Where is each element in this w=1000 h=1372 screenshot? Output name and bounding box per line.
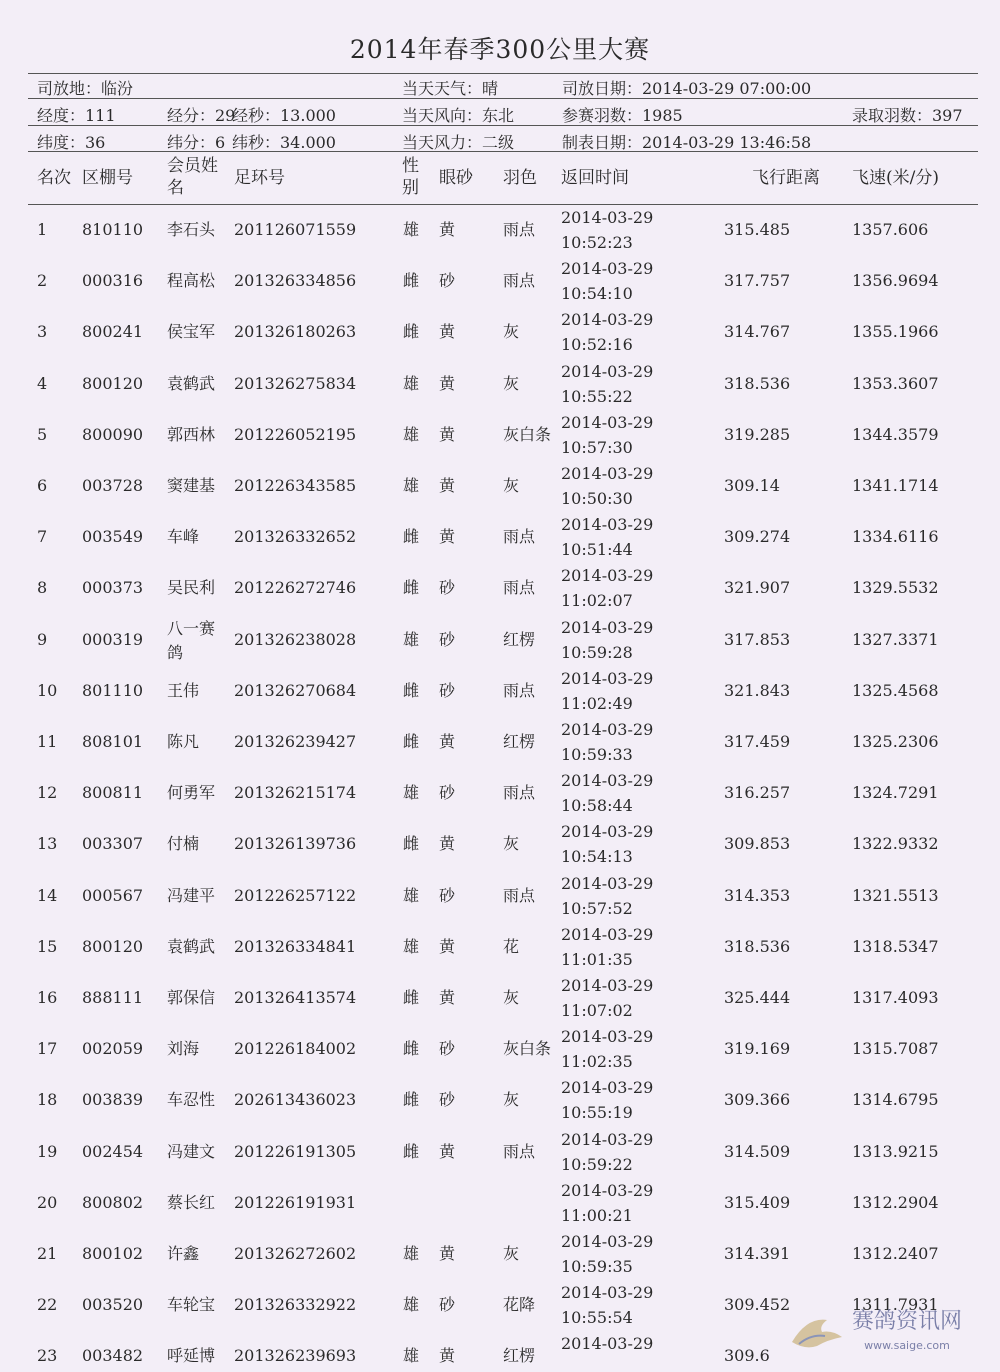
cell-member: 刘海 <box>167 1039 200 1059</box>
cell-speed: 1327.3371 <box>852 629 939 649</box>
cell-rank: 20 <box>37 1192 58 1212</box>
cell-member: 许鑫 <box>167 1244 200 1263</box>
cell-loft: 800120 <box>82 936 144 956</box>
cell-loft: 800102 <box>82 1244 144 1263</box>
cell-distance: 314.353 <box>724 885 791 905</box>
header-sex: 性别 <box>402 156 419 198</box>
header-member: 会员姓名 <box>167 156 218 198</box>
cell-member: 冯建平 <box>167 885 216 905</box>
cell-member: 郭保信 <box>167 988 216 1007</box>
cell-sex: 雌 <box>403 1090 420 1110</box>
cell-return-time: 11:02:35 <box>561 1052 633 1072</box>
cell-sex: 雌 <box>403 322 420 342</box>
cell-return-time: 10:57:52 <box>561 898 633 918</box>
header-rank: 名次 <box>37 168 71 188</box>
cell-member: 何勇军 <box>167 783 216 803</box>
cell-loft: 003839 <box>82 1090 144 1110</box>
cell-member: 袁鹤武 <box>167 373 216 393</box>
cell-return-date: 2014-03-29 <box>561 208 654 227</box>
cell-color: 花 <box>503 936 520 956</box>
cell-speed: 1315.7087 <box>852 1039 939 1059</box>
cell-eye: 黄 <box>439 373 456 393</box>
cell-color: 灰 <box>503 322 520 342</box>
cell-rank: 10 <box>37 680 58 700</box>
cell-return-time: 10:50:30 <box>561 489 633 508</box>
cell-sex: 雄 <box>403 373 420 393</box>
cell-distance: 315.409 <box>724 1192 791 1212</box>
longitude-seconds: 经秒：13.000 <box>232 106 336 125</box>
cell-sex: 雄 <box>403 424 420 444</box>
cell-color: 红楞 <box>503 629 536 649</box>
cell-member: 程高松 <box>167 271 216 291</box>
cell-speed: 1355.1966 <box>852 322 939 342</box>
cell-color: 花降 <box>503 1295 536 1315</box>
cell-eye: 黄 <box>439 834 456 854</box>
cell-ring: 201226191931 <box>234 1192 357 1212</box>
cell-rank: 21 <box>37 1244 58 1263</box>
cell-speed: 1313.9215 <box>852 1141 939 1161</box>
cell-return-time: 10:52:16 <box>561 335 633 355</box>
cell-eye: 黄 <box>439 220 456 239</box>
cell-return-date: 2014-03-29 <box>561 1334 654 1354</box>
cell-sex: 雌 <box>403 988 420 1007</box>
cell-distance: 309.853 <box>724 834 791 854</box>
cell-rank: 8 <box>37 578 48 598</box>
cell-distance: 314.391 <box>724 1244 791 1263</box>
cell-rank: 23 <box>37 1346 58 1366</box>
cell-return-date: 2014-03-29 <box>561 1129 654 1149</box>
cell-ring: 201326238028 <box>234 629 357 649</box>
cell-member: 陈凡 <box>167 732 200 751</box>
divider <box>28 204 978 205</box>
cell-speed: 1322.9332 <box>852 834 939 854</box>
divider <box>28 73 978 74</box>
cell-member: 车忍性 <box>167 1090 216 1110</box>
cell-rank: 12 <box>37 783 58 803</box>
cell-return-date: 2014-03-29 <box>561 361 654 381</box>
cell-return-time: 11:02:49 <box>561 693 633 713</box>
cell-ring: 201326270684 <box>234 680 357 700</box>
cell-return-date: 2014-03-29 <box>561 822 654 842</box>
cell-distance: 316.257 <box>724 783 791 803</box>
cell-return-date: 2014-03-29 <box>561 464 654 483</box>
cell-sex: 雌 <box>403 732 420 751</box>
cell-member: 侯宝军 <box>167 322 216 342</box>
cell-return-time: 10:59:35 <box>561 1257 633 1276</box>
cell-eye: 黄 <box>439 527 456 547</box>
cell-distance: 319.285 <box>724 424 791 444</box>
cell-ring: 201326413574 <box>234 988 357 1007</box>
cell-speed: 1344.3579 <box>852 424 939 444</box>
cell-ring: 201326180263 <box>234 322 357 342</box>
header-color: 羽色 <box>503 168 537 188</box>
cell-color: 雨点 <box>503 885 536 905</box>
cell-rank: 13 <box>37 834 58 854</box>
cell-member: 蔡长红 <box>167 1192 216 1212</box>
cell-return-date: 2014-03-29 <box>561 976 654 995</box>
cell-eye: 黄 <box>439 988 456 1007</box>
cell-color: 雨点 <box>503 271 536 291</box>
cell-return-date: 2014-03-29 <box>561 668 654 688</box>
cell-distance: 315.485 <box>724 220 791 239</box>
cell-ring: 201226052195 <box>234 424 357 444</box>
cell-color: 灰 <box>503 1244 520 1263</box>
cell-return-time: 10:57:30 <box>561 437 633 457</box>
cell-ring: 201326332922 <box>234 1295 357 1315</box>
cell-loft: 000316 <box>82 271 144 291</box>
cell-eye: 砂 <box>439 1295 456 1315</box>
cell-sex: 雄 <box>403 936 420 956</box>
cell-color: 红楞 <box>503 1346 536 1366</box>
watermark <box>787 1310 962 1358</box>
cell-eye: 黄 <box>439 936 456 956</box>
release-place: 司放地：临汾 <box>37 79 134 98</box>
cell-distance: 314.767 <box>724 322 791 342</box>
weather: 当天天气：晴 <box>402 79 499 98</box>
cell-sex: 雌 <box>403 834 420 854</box>
cell-color: 雨点 <box>503 578 536 598</box>
cell-sex: 雌 <box>403 271 420 291</box>
cell-eye: 砂 <box>439 680 456 700</box>
cell-eye: 黄 <box>439 1346 456 1366</box>
cell-loft: 003728 <box>82 476 144 495</box>
cell-loft: 800811 <box>82 783 144 803</box>
cell-return-time: 11:02:07 <box>561 591 633 611</box>
cell-speed: 1325.4568 <box>852 680 939 700</box>
cell-member: 王伟 <box>167 680 200 700</box>
cell-eye: 砂 <box>439 1090 456 1110</box>
cell-loft: 000373 <box>82 578 144 598</box>
cell-rank: 18 <box>37 1090 58 1110</box>
cell-ring: 201226343585 <box>234 476 357 495</box>
cell-return-date: 2014-03-29 <box>561 924 654 944</box>
table-date: 制表日期：2014-03-29 13:46:58 <box>562 133 812 152</box>
cell-member: 冯建文 <box>167 1141 216 1161</box>
cell-eye: 砂 <box>439 578 456 598</box>
cell-member: 袁鹤武 <box>167 936 216 956</box>
cell-sex: 雌 <box>403 1039 420 1059</box>
cell-eye: 砂 <box>439 885 456 905</box>
cell-distance: 325.444 <box>724 988 791 1007</box>
cell-rank: 16 <box>37 988 58 1007</box>
cell-color: 红楞 <box>503 732 536 751</box>
cell-return-date: 2014-03-29 <box>561 259 654 279</box>
cell-distance: 309.14 <box>724 476 780 495</box>
cell-ring: 201326334856 <box>234 271 357 291</box>
cell-rank: 5 <box>37 424 48 444</box>
cell-return-time: 10:59:33 <box>561 745 633 764</box>
cell-rank: 7 <box>37 527 48 547</box>
cell-member: 车轮宝 <box>167 1295 216 1315</box>
cell-eye: 黄 <box>439 1244 456 1263</box>
page-title: 2014年春季300公里大赛 <box>349 35 651 64</box>
cell-distance: 314.509 <box>724 1141 791 1161</box>
cell-sex: 雌 <box>403 527 420 547</box>
wind-direction: 当天风向：东北 <box>402 106 515 125</box>
cell-eye: 黄 <box>439 322 456 342</box>
cell-distance: 309.366 <box>724 1090 791 1110</box>
cell-loft: 888111 <box>82 988 144 1007</box>
cell-ring: 201326215174 <box>234 783 357 803</box>
cell-color: 雨点 <box>503 783 536 803</box>
cell-speed: 1341.1714 <box>852 476 939 495</box>
cell-return-date: 2014-03-29 <box>561 1232 654 1251</box>
cell-speed: 1329.5532 <box>852 578 939 598</box>
cell-ring: 201326139736 <box>234 834 357 854</box>
cell-return-date: 2014-03-29 <box>561 1283 654 1303</box>
cell-return-time: 10:55:22 <box>561 386 633 406</box>
cell-loft: 000567 <box>82 885 144 905</box>
cell-loft: 800090 <box>82 424 144 444</box>
cell-distance: 321.907 <box>724 578 791 598</box>
cell-return-time: 10:52:23 <box>561 233 633 252</box>
cell-sex: 雄 <box>403 220 420 239</box>
cell-rank: 6 <box>37 476 48 495</box>
cell-loft: 810110 <box>82 220 144 239</box>
cell-distance: 317.459 <box>724 732 791 751</box>
cell-return-time: 10:59:28 <box>561 642 633 662</box>
cell-distance: 317.757 <box>724 271 791 291</box>
cell-color: 灰 <box>503 373 520 393</box>
cell-speed: 1325.2306 <box>852 732 939 751</box>
header-distance: 飞行距离 <box>752 168 820 188</box>
cell-eye: 黄 <box>439 476 456 495</box>
cell-ring: 201326275834 <box>234 373 357 393</box>
cell-eye: 砂 <box>439 783 456 803</box>
cell-ring: 201126071559 <box>234 220 357 239</box>
cell-member: 窦建基 <box>167 476 216 495</box>
latitude-minutes: 纬分：6 <box>167 133 226 152</box>
cell-return-date: 2014-03-29 <box>561 873 654 893</box>
header-loft: 区棚号 <box>82 168 133 188</box>
cell-loft: 808101 <box>82 732 144 751</box>
cell-return-time: 10:59:22 <box>561 1154 633 1174</box>
cell-eye: 砂 <box>439 629 456 649</box>
cell-rank: 15 <box>37 936 58 956</box>
cell-color: 灰白条 <box>503 1039 552 1059</box>
cell-sex: 雄 <box>403 629 420 649</box>
cell-speed: 1317.4093 <box>852 988 939 1007</box>
cell-loft: 003520 <box>82 1295 144 1315</box>
cell-sex: 雌 <box>403 1141 420 1161</box>
cell-sex: 雌 <box>403 680 420 700</box>
cell-member: 八一赛鸽 <box>167 618 216 662</box>
entries-count: 参赛羽数：1985 <box>562 106 683 125</box>
cell-ring: 201226272746 <box>234 578 357 598</box>
watermark-text: 赛鸽资讯网 www.saige.com <box>851 1309 962 1352</box>
cell-sex: 雄 <box>403 783 420 803</box>
cell-return-time: 10:55:54 <box>561 1308 633 1328</box>
cell-ring: 201326239693 <box>234 1346 357 1366</box>
cell-member: 车峰 <box>167 527 200 547</box>
cell-color: 灰 <box>503 476 520 495</box>
cell-color: 灰 <box>503 988 520 1007</box>
cell-sex: 雄 <box>403 1244 420 1263</box>
cell-rank: 4 <box>37 373 48 393</box>
longitude-minutes: 经分：29 <box>167 106 236 125</box>
cell-ring: 201326239427 <box>234 732 357 751</box>
cell-rank: 17 <box>37 1039 58 1059</box>
latitude-seconds: 纬秒：34.000 <box>232 133 336 152</box>
cell-return-date: 2014-03-29 <box>561 1027 654 1047</box>
cell-rank: 14 <box>37 885 58 905</box>
cell-return-date: 2014-03-29 <box>561 1078 654 1098</box>
cell-sex: 雄 <box>403 476 420 495</box>
cell-member: 李石头 <box>167 220 216 239</box>
cell-color: 灰白条 <box>503 424 552 444</box>
wind-force: 当天风力：二级 <box>402 133 515 152</box>
cell-return-time: 11:07:02 <box>561 1001 633 1020</box>
cell-return-time: 10:58:44 <box>561 796 633 816</box>
cell-member: 呼延博 <box>167 1346 216 1366</box>
cell-ring: 201226191305 <box>234 1141 357 1161</box>
pigeon-logo-icon <box>787 1312 847 1356</box>
cell-rank: 19 <box>37 1141 58 1161</box>
cell-return-date: 2014-03-29 <box>561 515 654 535</box>
cell-rank: 11 <box>37 732 58 751</box>
cell-sex: 雄 <box>403 1295 420 1315</box>
cell-return-date: 2014-03-29 <box>561 617 654 637</box>
cell-ring: 201226257122 <box>234 885 357 905</box>
cell-rank: 3 <box>37 322 48 342</box>
cell-return-date: 2014-03-29 <box>561 566 654 586</box>
cell-rank: 9 <box>37 629 48 649</box>
cell-distance: 309.274 <box>724 527 791 547</box>
cell-speed: 1311.7931 <box>852 1295 939 1315</box>
cell-color: 雨点 <box>503 527 536 547</box>
cell-distance: 321.843 <box>724 680 791 700</box>
cell-loft: 800120 <box>82 373 144 393</box>
cell-return-date: 2014-03-29 <box>561 720 654 739</box>
cell-return-time: 10:55:19 <box>561 1103 633 1123</box>
cell-speed: 1334.6116 <box>852 527 939 547</box>
cell-loft: 801110 <box>82 680 144 700</box>
cell-eye: 砂 <box>439 1039 456 1059</box>
cell-return-date: 2014-03-29 <box>561 1180 654 1200</box>
cell-member: 吴民利 <box>167 578 216 598</box>
cell-return-date: 2014-03-29 <box>561 412 654 432</box>
header-ring: 足环号 <box>234 168 285 188</box>
cell-color: 灰 <box>503 834 520 854</box>
cell-color: 雨点 <box>503 1141 536 1161</box>
cell-return-time: 10:54:10 <box>561 284 633 304</box>
cell-sex: 雄 <box>403 1346 420 1366</box>
divider <box>28 98 978 99</box>
cell-loft: 000319 <box>82 629 144 649</box>
cell-ring: 201326272602 <box>234 1244 357 1263</box>
cell-loft: 800241 <box>82 322 144 342</box>
cell-speed: 1312.2407 <box>852 1244 939 1263</box>
cell-eye: 砂 <box>439 271 456 291</box>
cell-color: 雨点 <box>503 680 536 700</box>
release-date: 司放日期：2014-03-29 07:00:00 <box>562 79 812 98</box>
cell-speed: 1353.3607 <box>852 373 939 393</box>
cell-ring: 201226184002 <box>234 1039 357 1059</box>
cell-speed: 1314.6795 <box>852 1090 939 1110</box>
cell-loft: 003482 <box>82 1346 144 1366</box>
cell-return-time: 11:01:35 <box>561 949 633 969</box>
cell-distance: 309.452 <box>724 1295 791 1315</box>
cell-ring: 202613436023 <box>234 1090 357 1110</box>
cell-return-date: 2014-03-29 <box>561 771 654 791</box>
cell-eye: 黄 <box>439 1141 456 1161</box>
cell-speed: 1321.5513 <box>852 885 939 905</box>
prize-count: 录取羽数：397 <box>852 106 963 125</box>
cell-color: 灰 <box>503 1090 520 1110</box>
cell-distance: 318.536 <box>724 936 791 956</box>
cell-member: 付楠 <box>167 834 200 854</box>
cell-distance: 318.536 <box>724 373 791 393</box>
cell-rank: 22 <box>37 1295 58 1315</box>
cell-distance: 309.6 <box>724 1346 770 1366</box>
cell-loft: 002454 <box>82 1141 144 1161</box>
cell-return-time: 10:51:44 <box>561 540 633 560</box>
cell-eye: 黄 <box>439 732 456 751</box>
cell-loft: 800802 <box>82 1192 144 1212</box>
cell-distance: 317.853 <box>724 629 791 649</box>
header-time: 返回时间 <box>561 168 629 188</box>
cell-speed: 1356.9694 <box>852 271 939 291</box>
cell-speed: 1318.5347 <box>852 936 939 956</box>
cell-speed: 1357.606 <box>852 220 929 239</box>
cell-speed: 1312.2904 <box>852 1192 939 1212</box>
cell-loft: 003549 <box>82 527 144 547</box>
cell-eye: 黄 <box>439 424 456 444</box>
header-eye: 眼砂 <box>439 168 473 188</box>
longitude: 经度：111 <box>37 106 116 125</box>
cell-sex: 雄 <box>403 885 420 905</box>
cell-loft: 003307 <box>82 834 144 854</box>
cell-color: 雨点 <box>503 220 536 239</box>
cell-member: 郭西林 <box>167 424 216 444</box>
cell-return-date: 2014-03-29 <box>561 310 654 330</box>
cell-rank: 2 <box>37 271 48 291</box>
cell-speed: 1324.7291 <box>852 783 939 803</box>
cell-distance: 319.169 <box>724 1039 791 1059</box>
header-speed: 飞速(米/分) <box>852 168 939 188</box>
cell-ring: 201326334841 <box>234 936 357 956</box>
cell-ring: 201326332652 <box>234 527 357 547</box>
latitude: 纬度：36 <box>37 133 106 152</box>
cell-loft: 002059 <box>82 1039 144 1059</box>
cell-return-time: 10:54:13 <box>561 847 633 867</box>
cell-sex: 雌 <box>403 578 420 598</box>
cell-return-time: 11:00:21 <box>561 1205 633 1225</box>
cell-rank: 1 <box>37 220 48 239</box>
